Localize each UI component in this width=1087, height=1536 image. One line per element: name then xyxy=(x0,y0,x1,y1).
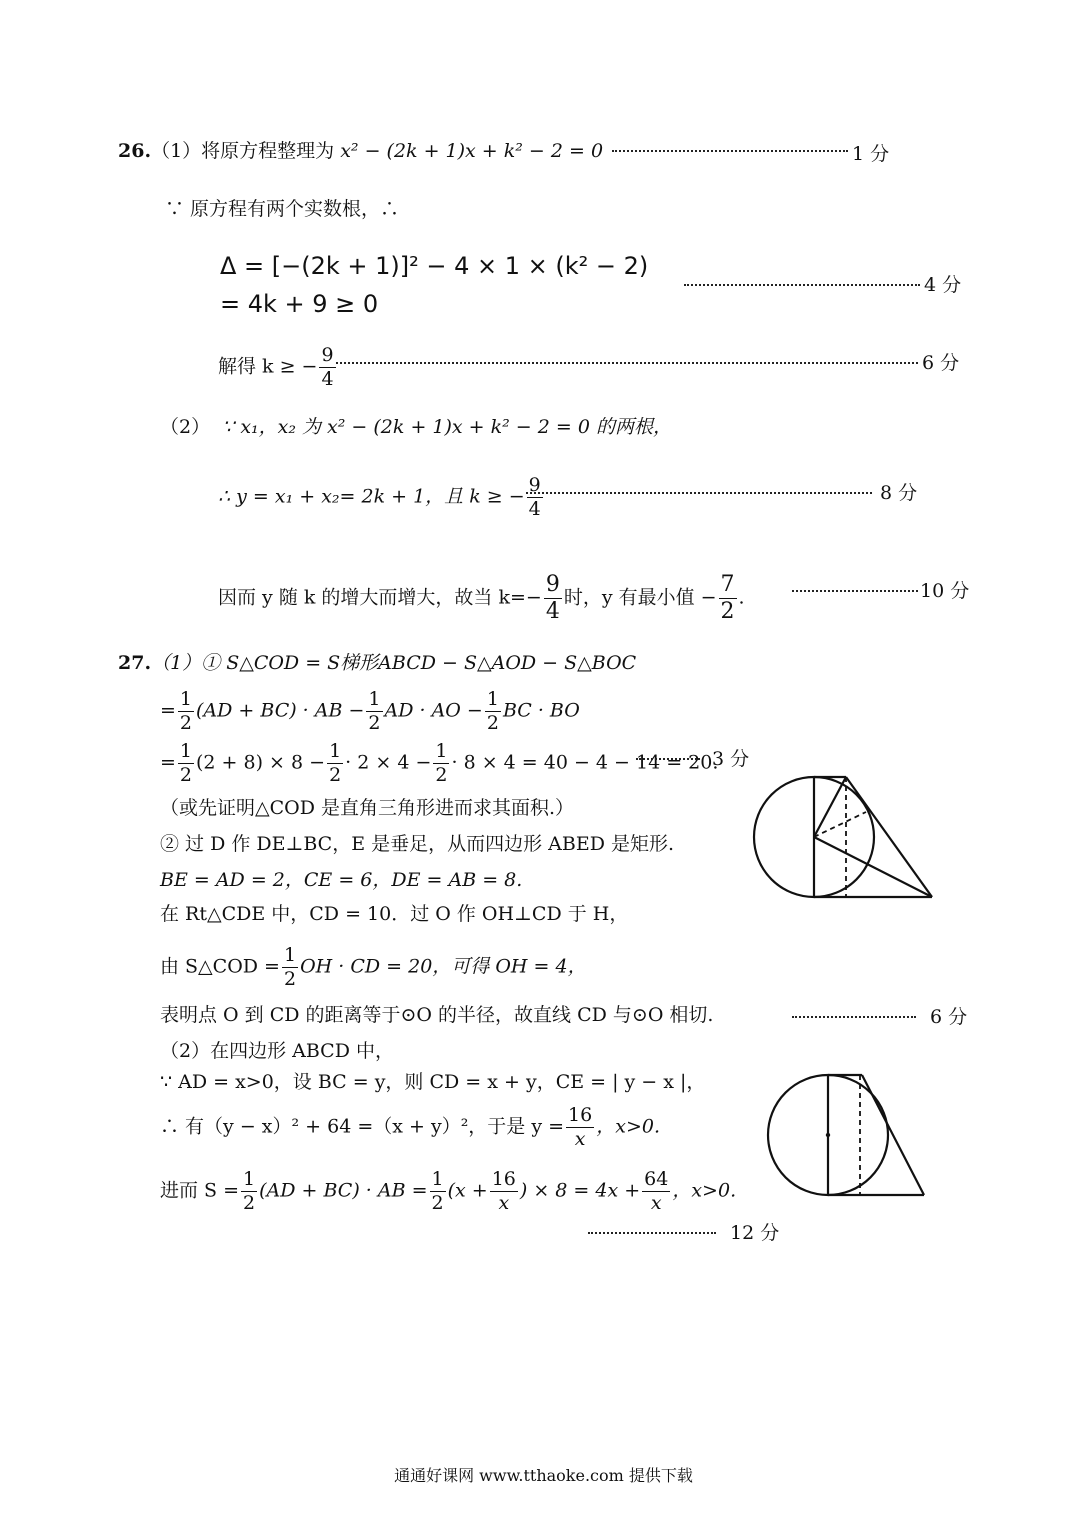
expr-bc-bo: BC · BO xyxy=(502,699,580,722)
q27-part2-line1: ∵ AD = x>0，设 BC = y，则 CD = x + y，CE = | y − x |， xyxy=(160,1071,706,1093)
q27-alternative: （或先证明△COD 是直角三角形进而求其面积.） xyxy=(160,797,575,819)
q26-delta-line2: = 4k + 9 ≥ 0 xyxy=(220,290,379,318)
q26-line3-a: 因而 y 随 k 的增大而增大，故当 k=− xyxy=(218,586,542,609)
fraction-9-4: $\frac{9}{4}$ xyxy=(321,344,334,390)
expr-numeric-2: · 2 × 4 − xyxy=(345,751,432,774)
expr-ad-bc-ab: (AD + BC) · AB − xyxy=(196,699,365,722)
times-eight: ) × 8 = 4x + xyxy=(519,1179,641,1202)
q26-part2 xyxy=(160,414,672,440)
figure-circle-trapezoid-1 xyxy=(750,772,950,922)
s-equals: 进而 S = xyxy=(160,1179,240,1202)
pythag-expr: ∴ 有（y − x）² + 64 =（x + y）²，于是 y = xyxy=(160,1115,565,1138)
equals-sign: = xyxy=(160,751,176,774)
q27-part2-line3 xyxy=(160,1170,736,1213)
dots-score1 xyxy=(612,150,848,152)
score-8: 8 分 xyxy=(880,482,918,504)
x-positive-2: ，x>0. xyxy=(672,1179,737,1202)
q27-by-line xyxy=(160,946,587,989)
score-12: 12 分 xyxy=(730,1222,780,1244)
q26-solve xyxy=(218,346,338,389)
dots-score12 xyxy=(588,1232,716,1234)
q27-step2: ② 过 D 作 DE⊥BC，E 是垂足，从而四边形 ABED 是矩形. xyxy=(160,833,675,855)
fraction-16-x: $\frac{16}{x}$ xyxy=(568,1104,593,1150)
figure-circle-trapezoid-2 xyxy=(760,1070,940,1210)
by-area-label: 由 S△COD = xyxy=(160,955,280,978)
fraction-1-2: $\frac{1}{2}$ xyxy=(368,688,381,734)
dots-score6b xyxy=(792,1016,916,1018)
q27-part1-line2 xyxy=(160,690,580,733)
score-1: 1 分 xyxy=(852,143,890,165)
q26-part1-label: （1）将原方程整理为 xyxy=(151,140,335,162)
fraction-1-2: $\frac{1}{2}$ xyxy=(431,1168,444,1214)
q27-part1-line1 xyxy=(118,650,636,676)
fraction-1-2: $\frac{1}{2}$ xyxy=(486,688,499,734)
x-positive: ，x>0. xyxy=(596,1115,660,1138)
score-10: 10 分 xyxy=(920,580,970,602)
score-6: 6 分 xyxy=(922,352,960,374)
fraction-1-2: $\frac{1}{2}$ xyxy=(435,740,448,786)
fraction-1-2: $\frac{1}{2}$ xyxy=(179,688,193,734)
fraction-16-x: $\frac{16}{x}$ xyxy=(491,1168,516,1214)
expr-ad-ao: AD · AO − xyxy=(384,699,483,722)
q27-conclusion: 表明点 O 到 CD 的距离等于⊙O 的半径，故直线 CD 与⊙O 相切. xyxy=(160,1004,714,1026)
q26-part1 xyxy=(118,138,603,164)
dots-score4 xyxy=(684,284,920,286)
q26-part2-line3 xyxy=(218,574,745,623)
oh-cd-expr: OH · CD = 20，可得 OH = 4， xyxy=(300,955,587,978)
expr-numeric-1: (2 + 8) × 8 − xyxy=(196,751,326,774)
equals-sign: = xyxy=(160,699,176,722)
fraction-64-x: $\frac{64}{x}$ xyxy=(644,1168,669,1214)
fraction-9-4: $\frac{9}{4}$ xyxy=(528,474,541,520)
score-4: 4 分 xyxy=(924,274,962,296)
q27-rt-line: 在 Rt△CDE 中，CD = 10．过 O 作 OH⊥CD 于 H， xyxy=(160,903,629,925)
q26-part2-label: （2） xyxy=(160,416,211,438)
area-expr: (AD + BC) · AB = xyxy=(259,1179,428,1202)
q27-be-line: BE = AD = 2，CE = 6，DE = AB = 8. xyxy=(160,869,523,891)
fraction-1-2: $\frac{1}{2}$ xyxy=(243,1168,256,1214)
fraction-7-2: $\frac{7}{2}$ xyxy=(720,572,735,624)
dots-score3 xyxy=(636,758,700,760)
score-6b: 6 分 xyxy=(930,1006,968,1028)
fraction-1-2: $\frac{1}{2}$ xyxy=(179,740,193,786)
x-plus: (x + xyxy=(447,1179,488,1202)
q26-part2-text: ∵ x₁，x₂ 为 x² − (2k + 1)x + k² − 2 = 0 的两根， xyxy=(222,416,672,438)
q26-solve-text: 解得 k ≥ − xyxy=(218,355,318,378)
q26-part2-line2 xyxy=(218,476,545,519)
q27-part1-line3 xyxy=(160,742,718,785)
q27-part2-line2 xyxy=(160,1106,660,1149)
page-footer: 通通好课网 www.tthaoke.com 提供下载 xyxy=(394,1466,693,1485)
q26-because: ∵ 原方程有两个实数根，∴ xyxy=(165,198,400,220)
q26-line3-b: 时，y 有最小值 − xyxy=(563,586,717,609)
q27-area-equation: （1）① S△COD = S梯形ABCD − S△AOD − S△BOC xyxy=(151,652,637,674)
q27-part2-head: （2）在四边形 ABCD 中， xyxy=(160,1040,394,1062)
q26-part1-equation: x² − (2k + 1)x + k² − 2 = 0 xyxy=(340,140,604,162)
dots-score6 xyxy=(336,362,918,364)
q26-part2-line2-text: ∴ y = x₁ + x₂= 2k + 1，且 k ≥ − xyxy=(218,485,525,508)
expr-numeric-3: · 8 × 4 = 40 − 4 − 14 = 20. xyxy=(451,751,719,774)
score-3: 3 分 xyxy=(712,748,750,770)
dots-score8 xyxy=(526,492,872,494)
q26-delta-line1: Δ = [−(2k + 1)]² − 4 × 1 × (k² − 2) xyxy=(220,252,649,280)
fraction-1-2: $\frac{1}{2}$ xyxy=(329,740,342,786)
fraction-9-4: $\frac{9}{4}$ xyxy=(545,572,560,624)
q27-number: 27. xyxy=(118,652,152,674)
fraction-1-2: $\frac{1}{2}$ xyxy=(283,944,297,990)
dots-score10 xyxy=(792,590,918,592)
q26-number: 26. xyxy=(118,140,152,162)
q26-line3-c: . xyxy=(738,586,745,609)
